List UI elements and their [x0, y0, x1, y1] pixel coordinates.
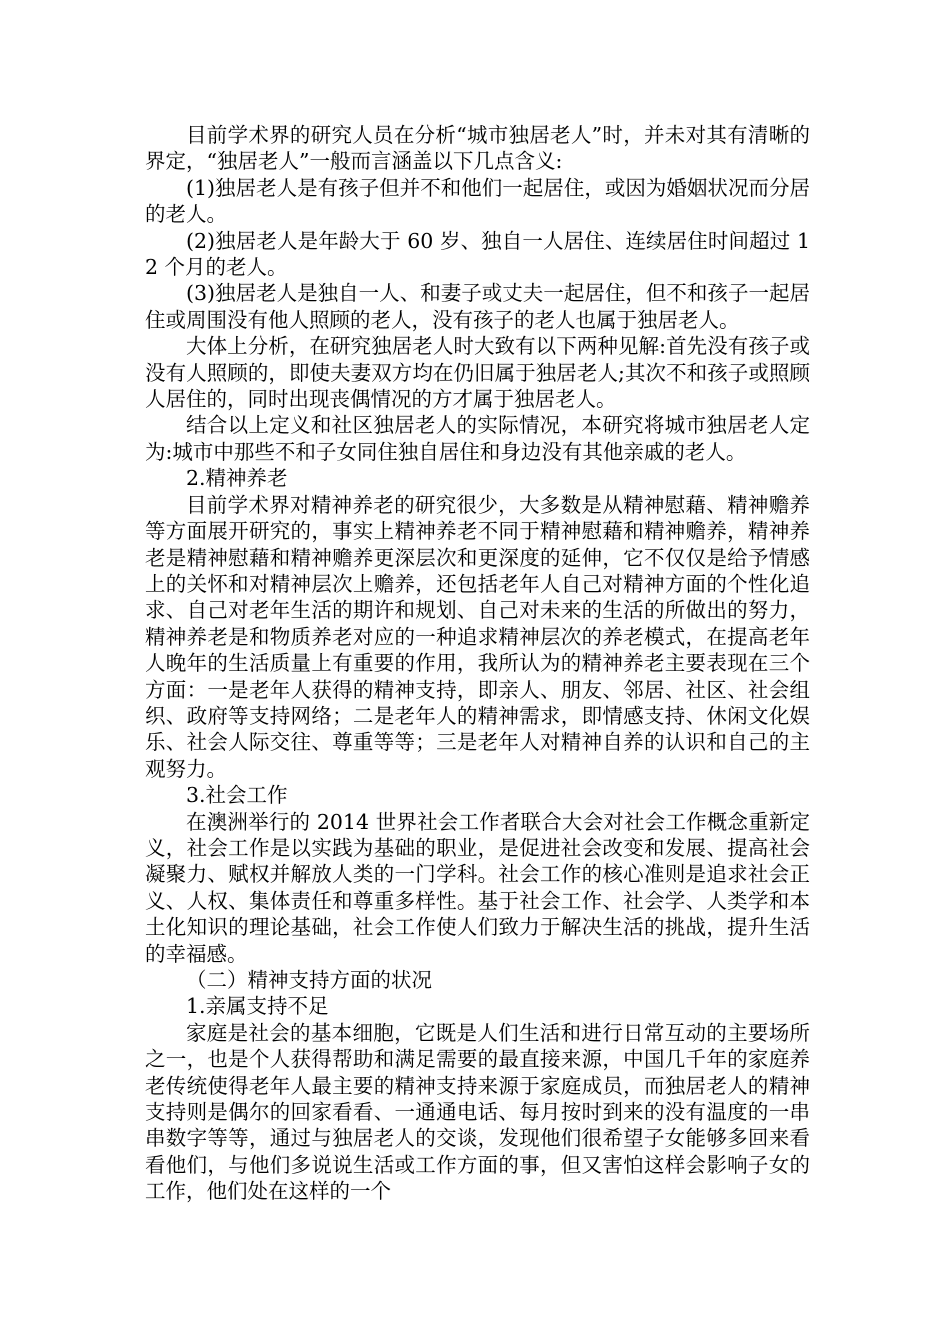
paragraph-conclusion: 结合以上定义和社区独居老人的实际情况，本研究将城市独居老人定为:城市中那些不和子女同住独自居住和身边没有其他亲戚的老人。: [145, 413, 810, 464]
paragraph-definition-3: (3)独居老人是独自一人、和妻子或丈夫一起居住，但不和孩子一起居住或周围没有他人照顾的老人，没有孩子的老人也属于独居老人。: [145, 281, 810, 332]
section-heading-spiritual-care: 2.精神养老: [186, 466, 288, 491]
paragraph-kin-support: 家庭是社会的基本细胞，它既是人们生活和进行日常互动的主要场所之一，也是个人获得帮助和满足需要的最直接来源，中国几千年的家庭养老传统使得老年人最主要的精神支持来源于家庭成员，而独居老人的精神支持则是偶尔的回家看看、一通通电话、每月按时到来的没有温度的一串串数字等等，通过与独居老人的交谈，发现他们很希望子女能够多回来看看他们，与他们多说说生活或工作方面的事，但又害怕这样会影响子女的工作，他们处在这样的一个: [145, 1020, 810, 1204]
paragraph-spiritual-care: 目前学术界对精神养老的研究很少，大多数是从精神慰藉、精神赡养等方面展开研究的，事实上精神养老不同于精神慰藉和精神赡养，精神养老是精神慰藉和精神赡养更深层次和更深度的延伸，它不仅仅是给予情感上的关怀和对精神层次上赡养，还包括老年人自己对精神方面的个性化追求、自己对老年生活的期许和规划、自己对未来的生活的所做出的努力，精神养老是和物质养老对应的一种追求精神层次的养老模式，在提高老年人晚年的生活质量上有重要的作用，我所认为的精神养老主要表现在三个方面：一是老年人获得的精神支持，即亲人、朋友、邻居、社区、社会组织、政府等支持网络；二是老年人的精神需求，即情感支持、休闲文化娱乐、社会人际交往、尊重等等；三是老年人对精神自养的认识和自己的主观努力。: [145, 492, 810, 781]
subsection-heading-kin-support: 1.亲属支持不足: [186, 994, 329, 1019]
section-heading-social-work: 3.社会工作: [186, 783, 288, 808]
paragraph-social-work: 在澳洲举行的 2014 世界社会工作者联合大会对社会工作概念重新定义，社会工作是以实践为基础的职业，是促进社会改变和发展、提高社会凝聚力、赋权并解放人类的一门学科。社会工作的核心准则是追求社会正义、人权、集体责任和尊重多样性。基于社会工作、社会学、人类学和本土化知识的理论基础，社会工作使人们致力于解决生活的挑战，提升生活的幸福感。: [145, 809, 810, 966]
paragraph-analysis: 大体上分析，在研究独居老人时大致有以下两种见解:首先没有孩子或没有人照顾的，即使夫妻双方均在仍旧属于独居老人;其次不和孩子或照顾人居住的，同时出现丧偶情况的方才属于独居老人。: [145, 334, 810, 412]
paragraph-definition-2: (2)独居老人是年龄大于 60 岁、独自一人居住、连续居住时间超过 12 个月的老人。: [145, 228, 810, 280]
paragraph-definition-1: (1)独居老人是有孩子但并不和他们一起居住，或因为婚姻状况而分居的老人。: [145, 175, 810, 227]
paragraph-intro: 目前学术界的研究人员在分析“城市独居老人”时，并未对其有清晰的界定，“独居老人”一般而言涵盖以下几点含义:: [145, 123, 810, 174]
document-body: [145, 122, 810, 1205]
section-heading-support-status: （二）精神支持方面的状况: [186, 968, 432, 992]
